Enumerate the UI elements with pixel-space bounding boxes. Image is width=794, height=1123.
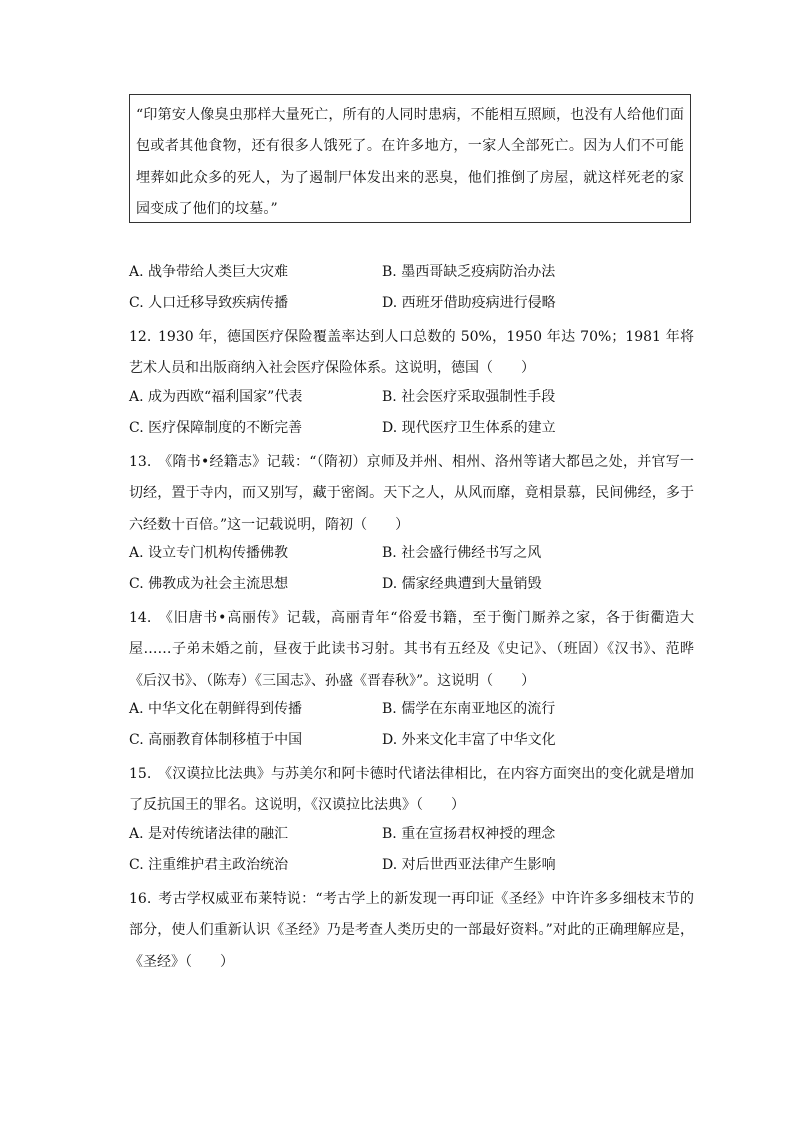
- q13-option-d: D. 儒家经典遭到大量销毁: [382, 576, 542, 592]
- q14-stem: [129, 603, 694, 697]
- q13-stem: [129, 447, 694, 541]
- q15-number: 15.: [129, 766, 152, 782]
- q12-option-c: C. 医疗保障制度的不断完善: [129, 420, 303, 436]
- q16-stem: [129, 884, 694, 978]
- q11-option-d: D. 西班牙借助疫病进行侵略: [382, 295, 556, 311]
- q15-option-a: A. 是对传统诸法律的融汇: [129, 826, 289, 842]
- q15-option-d: D. 对后世西亚法律产生影响: [382, 857, 556, 873]
- q14-option-d: D. 外来文化丰富了中华文化: [382, 732, 556, 748]
- q15-option-b: B. 重在宣扬君权神授的理念: [382, 826, 556, 842]
- q12-stem: [129, 322, 694, 385]
- q13-option-a: A. 设立专门机构传播佛教: [129, 545, 289, 561]
- quote-text: “印第安人像臭虫那样大量死亡，所有的人同时患病，不能相互照顾，也没有人给他们面包或者其他食物，还有很多人饿死了。在许多地方，一家人全部死亡。因为人们不可能埋葬如此众多的死人，为了遏制尸体发出来的恶臭，他们推倒了房屋，就这样死老的家园变成了他们的坟墓。”: [136, 107, 684, 218]
- q14-stem-text: 《旧唐书•高丽传》记载，高丽青年“俗爱书籍，至于衡门厮养之家，各于街衢造大屋……子弟未婚之前，昼夜于此读书习射。其书有五经及《史记》、（班固）《汉书》、范晔《后汉书》、（陈寿）《三国志》、孙盛《晋春秋》”。这说明（ ）: [129, 610, 694, 689]
- q11-option-c: C. 人口迁移导致疾病传播: [129, 295, 289, 311]
- q13-stem-text: 《隋书•经籍志》记载：“（隋初）京师及并州、相州、洛州等诸大都邑之处，并官写一切经，置于寺内，而又别写，藏于密阁。天下之人，从风而靡，竟相景慕，民间佛经，多于六经数十百倍。”这一记载说明，隋初（ ）: [129, 454, 694, 533]
- q12-number: 12.: [129, 329, 152, 345]
- q13-option-c: C. 佛教成为社会主流思想: [129, 576, 289, 592]
- q14-number: 14.: [129, 610, 152, 626]
- q15-option-c: C. 注重维护君主政治统治: [129, 857, 289, 873]
- q11-option-b: B. 墨西哥缺乏疫病防治办法: [382, 264, 556, 280]
- q15-stem: [129, 759, 694, 822]
- q12-option-b: B. 社会医疗采取强制性手段: [382, 389, 556, 405]
- q14-option-b: B. 儒学在东南亚地区的流行: [382, 701, 556, 717]
- q15-stem-text: 《汉谟拉比法典》与苏美尔和阿卡德时代诸法律相比，在内容方面突出的变化就是增加了反抗国王的罪名。这说明，《汉谟拉比法典》（ ）: [129, 766, 694, 814]
- q13-number: 13.: [129, 454, 152, 470]
- q12-option-a: A. 成为西欧“福利国家”代表: [129, 389, 303, 405]
- q14-option-c: C. 高丽教育体制移植于中国: [129, 732, 303, 748]
- q16-number: 16.: [129, 891, 152, 907]
- q12-stem-text: 1930 年，德国医疗保险覆盖率达到人口总数的 50%，1950 年达 70%；1981 年将艺术人员和出版商纳入社会医疗保险体系。这说明，德国（ ）: [129, 329, 694, 377]
- q13-option-b: B. 社会盛行佛经书写之风: [382, 545, 542, 561]
- q11-option-a: A. 战争带给人类巨大灾难: [129, 264, 289, 280]
- q14-option-a: A. 中华文化在朝鲜得到传播: [129, 701, 303, 717]
- q16-stem-text: 考古学权威亚布莱特说：“考古学上的新发现一再印证《圣经》中许许多多细枝末节的部分，使人们重新认识《圣经》乃是考查人类历史的一部最好资料。”对此的正确理解应是，《圣经》（ ）: [129, 891, 694, 970]
- q12-option-d: D. 现代医疗卫生体系的建立: [382, 420, 556, 436]
- quote-box: [129, 94, 691, 223]
